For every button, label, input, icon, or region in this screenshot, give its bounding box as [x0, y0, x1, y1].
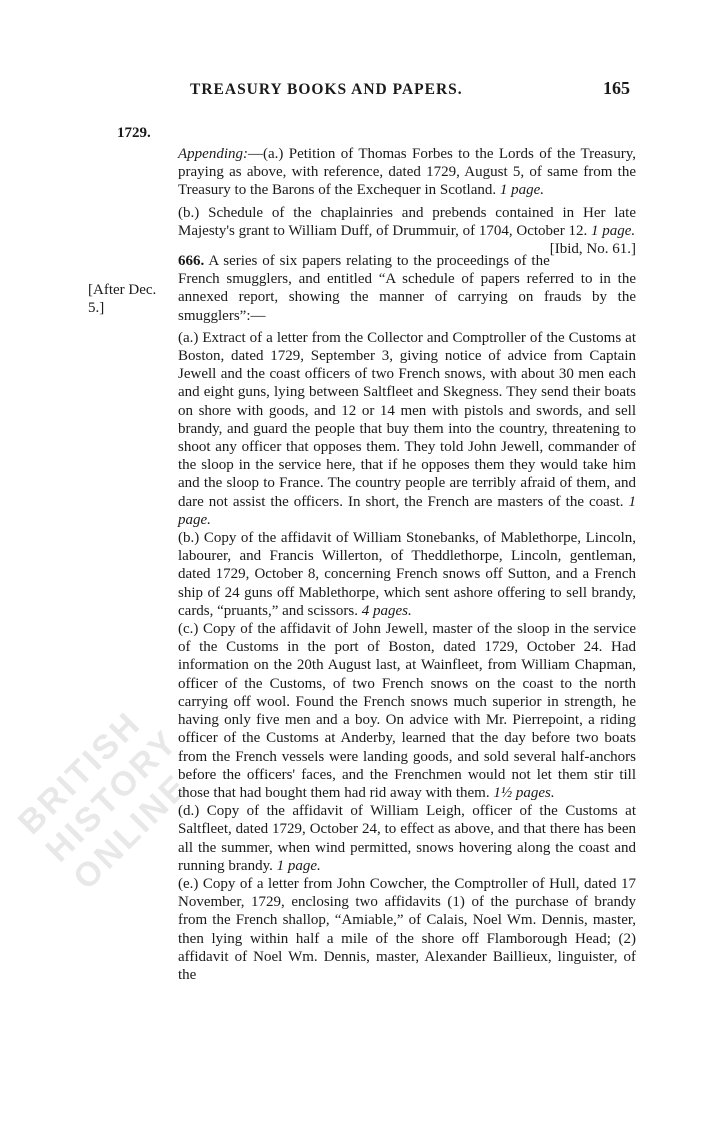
entry-a-paragraph: [178, 329, 636, 529]
date-margin-note: [After Dec. 5.]: [88, 282, 157, 316]
entry-intro: A series of six papers relating to the proceedings of the French smugglers, and entitled “A schedule of papers referred to in the annexed report, showing the manner of carrying on frauds by the smugglers”:—: [178, 253, 636, 324]
entry-b-text: (b.) Copy of the affidavit of William Stonebanks, of Mablethorpe, Lincoln, labourer, and Francis Willerton, of Theddlethorpe, Lincoln, gentleman, dated 1729, October 8, concerning French snows off Sutton, and a French ship of 24 guns off Mablethorpe, which sent ashore offering to sell brandy, cards, “pruants,” and scissors.: [178, 530, 636, 619]
entry-intro-paragraph: [178, 252, 636, 325]
year-margin-note: 1729.: [117, 125, 151, 141]
appending-b-pages: 1 page.: [590, 222, 636, 239]
appending-a-text: —(a.) Petition of Thomas Forbes to the Lords of the Treasury, praying as above, with reference, dated 1729, August 5, of same from the Treasury to the Barons of the Exchequer in Scotland.: [178, 146, 636, 199]
entry-e-paragraph: [178, 875, 636, 984]
entry-e-text: (e.) Copy of a letter from John Cowcher, the Comptroller of Hull, dated 17 November, 1729, enclosing two affidavits (1) of the purchase of brandy from the French shallop, “Amiable,” of Calais, Noel Wm. Dennis, master, then lying within half a mile of the shore off Flamborough Head; (2) affidavit of Noel Wm. Dennis, master, Alexander Baillieux, linguister, of the: [178, 875, 636, 983]
entry-number: 666.: [178, 253, 205, 270]
appending-label: Appending:: [178, 146, 248, 162]
reference-ibid: [Ibid, No. 61.]: [549, 241, 636, 258]
appending-a-pages: 1 page.: [499, 182, 545, 199]
entry-c-text: (c.) Copy of the affidavit of John Jewell, master of the sloop in the service of the Customs in the port of Boston, dated 1729, October 24. Had information on the 20th August last, at Wainfleet, from William Chapman, officer of the Customs, of two French snows on the coast to the north carrying off wool. Found the French snows much superior in strength, he having only five men and a boy. On advice with Mr. Pierrepoint, a riding officer of the Customs at Anderby, learned that the day before two boats from the French vessels were landing goods, and sold several half-anchors before the officers' faces, and the Frenchmen would not let them stir till those that had bought them had rid away with them.: [178, 621, 636, 801]
page-header: [190, 78, 630, 99]
entry-c-paragraph: [178, 620, 636, 802]
entry-c-pages: 1½ pages.: [493, 784, 555, 801]
page-number: 165: [603, 78, 630, 98]
running-title: TREASURY BOOKS AND PAPERS.: [190, 81, 463, 98]
entry-a-text: (a.) Extract of a letter from the Collector and Comptroller of the Customs at Boston, dated 1729, September 3, giving notice of advice from Captain Jewell and the coast officers of two French snows, with about 30 men each and eight guns, lying between Saltfleet and Skegness. They send their boats on shore with goods, and 12 or 14 men with pistols and swords, and sell brandy, and guard the people that buy them into the country, threatening to shoot any officer that opposes them. They told John Jewell, commander of the sloop in the service here, that if he opposes them they would take him and the sloop to France. The country people are terribly afraid of them, and dare not assist the officers. In short, the French are masters of the coast.: [178, 329, 636, 510]
watermark: BRITISH HISTORY ONLINE: [10, 703, 197, 897]
entry-d-paragraph: [178, 802, 636, 875]
entry-d-pages: 1 page.: [276, 857, 321, 874]
appending-b-text: (b.) Schedule of the chaplainries and prebends contained in Her late Majesty's grant to William Duff, of Drummuir, of 1704, October 12.: [178, 204, 636, 239]
entry-b-paragraph: [178, 529, 636, 620]
body-text: [178, 145, 636, 984]
entry-d-text: (d.) Copy of the affidavit of William Leigh, officer of the Customs at Saltfleet, dated 1729, October 24, to effect as above, and that there has been all the summer, when wind permitted, snows hovering along the coast and running brandy.: [178, 803, 636, 874]
appending-a-paragraph: [178, 145, 636, 200]
entry-b-pages: 4 pages.: [361, 602, 412, 619]
appending-b-paragraph: [178, 204, 636, 258]
entry-a-pages: 1 page.: [178, 493, 636, 528]
